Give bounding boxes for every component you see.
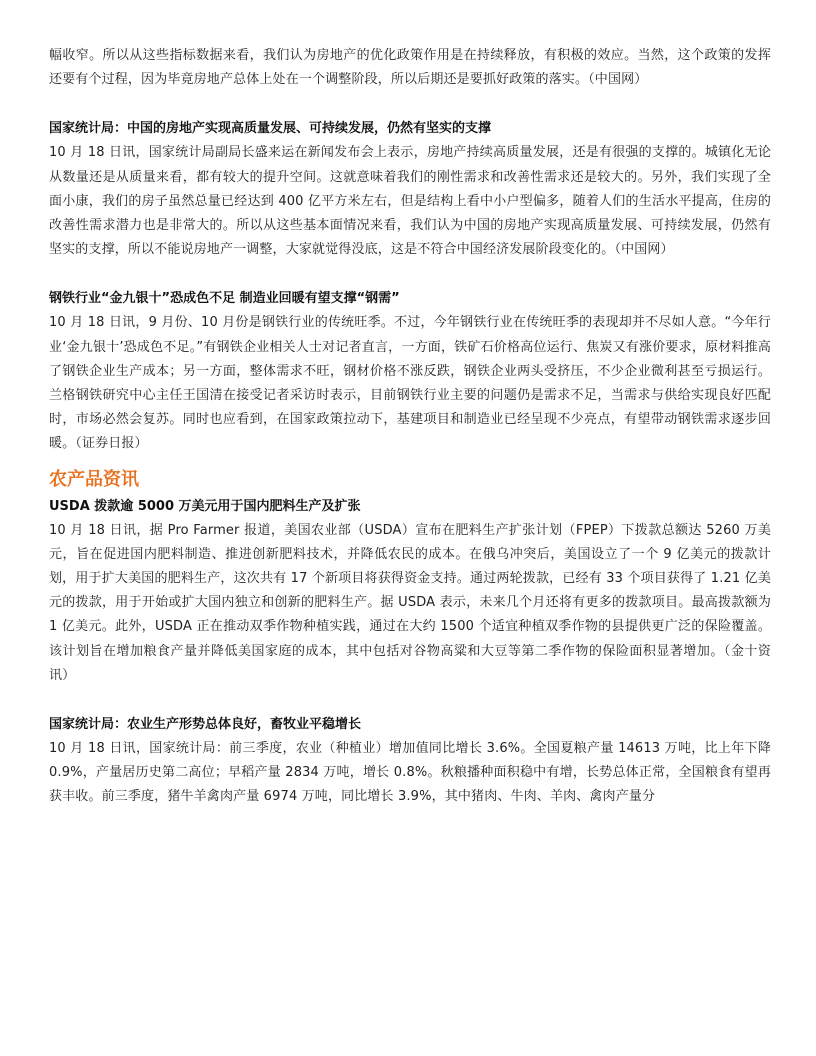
article-real-estate [49, 117, 771, 262]
article-body: 10 月 18 日讯，国家统计局副局长盛来运在新闻发布会上表示，房地产持续高质量发展，还是有很强的支撑的。城镇化无论从数量还是从质量来看，都有较大的提升空间。这就意味着我们的刚性需求和改善性需求还是较大的。另外，我们实现了全面小康，我们的房子虽然总量已经达到 400 亿平方米左右，但是结构上看中小户型偏多，随着人们的生活水平提高，住房的改善性需求潜力也是非常大的。所以从这些基本面情况来看，我们认为中国的房地产实现高质量发展、可持续发展，仍然有坚实的支撑，所以不能说房地产一调整，大家就觉得没底，这是不符合中国经济发展阶段变化的。（中国网） [49, 145, 771, 258]
spacer [49, 92, 771, 117]
article-usda [49, 495, 771, 688]
article-steel [49, 287, 771, 456]
article-agriculture [49, 713, 771, 810]
article-headline: 国家统计局：农业生产形势总体良好，畜牧业平稳增长 [49, 717, 362, 733]
article-body: 10 月 18 日讯，国家统计局：前三季度，农业（种植业）增加值同比增长 3.6%。全国夏粮产量 14613 万吨，比上年下降 0.9%，产量居历史第二高位；早稻产量 2834 万吨，增长 0.8%。秋粮播种面积稳中有增，长势总体正常，全国粮食有望再获丰收。前三季度，猪牛羊禽肉产量 6974 万吨，同比增长 3.9%，其中猪肉、牛肉、羊肉、禽肉产量分 [49, 741, 771, 805]
article-headline: USDA 拨款逾 5000 万美元用于国内肥料生产及扩张 [49, 498, 361, 514]
article-body: 10 月 18 日讯，9 月份、10 月份是钢铁行业的传统旺季。不过，今年钢铁行业在传统旺季的表现却并不尽如人意。“今年行业‘金九银十’恐成色不足。”有钢铁企业相关人士对记者直言，一方面，铁矿石价格高位运行、焦炭又有涨价要求，原材料推高了钢铁企业生产成本；另一方面，整体需求不旺，钢材价格不涨反跌，钢铁企业两头受挤压，不少企业微利甚至亏损运行。兰格钢铁研究中心主任王国清在接受记者采访时表示，目前钢铁行业主要的问题仍是需求不足，当需求与供给实现良好匹配时，市场必然会复苏。同时也应看到，在国家政策拉动下，基建项目和制造业已经呈现不少亮点，有望带动钢铁需求逐步回暖。（证券日报） [49, 315, 771, 452]
section-title: 农产品资讯 [49, 468, 139, 490]
document-page [49, 44, 771, 810]
article-body: 10 月 18 日讯，据 Pro Farmer 报道，美国农业部（USDA）宣布在肥料生产扩张计划（FPEP）下拨款总额达 5260 万美元，旨在促进国内肥料制造、推进创新肥料技术，并降低农民的成本。在俄乌冲突后，美国设立了一个 9 亿美元的拨款计划，用于扩大美国的肥料生产，这次共有 17 个新项目将获得资金支持。通过两轮拨款，已经有 33 个项目获得了 1.21 亿美元的拨款，用于开始或扩大国内独立和创新的肥料生产。据 USDA 表示，未来几个月还将有更多的拨款项目。最高拨款额为 1 亿美元。此外，USDA 正在推动双季作物种植实践，通过在大约 1500 个适宜种植双季作物的县提供更广泛的保险覆盖。该计划旨在增加粮食产量并降低美国家庭的成本，其中包括对谷物高粱和大豆等第二季作物的保险面积显著增加。（金十资讯） [49, 522, 771, 683]
article-headline: 国家统计局：中国的房地产实现高质量发展、可持续发展，仍然有坚实的支撑 [49, 121, 492, 137]
spacer [49, 262, 771, 287]
article-headline: 钢铁行业“金九银十”恐成色不足 制造业回暖有望支撑“钢需” [49, 291, 400, 307]
spacer [49, 688, 771, 713]
intro-paragraph: 幅收窄。所以从这些指标数据来看，我们认为房地产的优化政策作用是在持续释放，有积极的效应。当然，这个政策的发挥还要有个过程，因为毕竟房地产总体上处在一个调整阶段，所以后期还是要抓好政策的落实。（中国网） [49, 48, 771, 88]
